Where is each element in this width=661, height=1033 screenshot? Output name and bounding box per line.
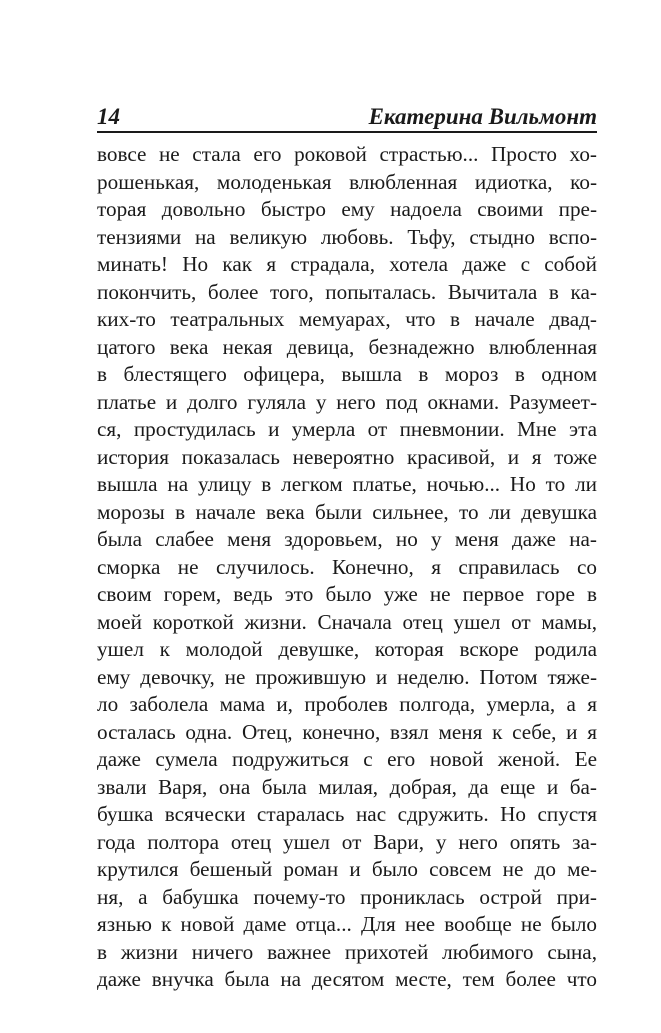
text-line: моей короткой жизни. Сначала отец ушел от мамы, — [97, 609, 597, 634]
text-line: даже сумела подружиться с его новой женой. Ее — [97, 747, 597, 771]
text-line: вышла на улицу в легком платье, ночью... Но то ли — [97, 472, 597, 496]
page-number: 14 — [97, 104, 120, 129]
header-rule — [97, 131, 597, 133]
author-name: Екатерина Вильмонт — [368, 104, 597, 129]
text-line: платье и долго гуляла у него под окнами. Разумеет- — [97, 389, 597, 414]
text-line: рошенькая, молоденькая влюбленная идиотка, ко- — [97, 169, 597, 194]
text-line: тензиями на великую любовь. Тьфу, стыдно вспо- — [97, 224, 597, 249]
text-line: покончить, более того, попыталась. Вычитала в ка- — [97, 279, 597, 304]
text-line: ся, простудилась и умерла от пневмонии. Мне эта — [97, 417, 597, 441]
text-line: ня, а бабушка почему-то прониклась острой при- — [97, 884, 597, 909]
text-line: в жизни ничего важнее прихотей любимого сына, — [97, 939, 597, 964]
text-line: крутился бешеный роман и было совсем не до ме- — [97, 857, 597, 881]
body-text — [97, 141, 597, 994]
text-line: своим горем, ведь это было уже не первое горе в — [97, 582, 597, 606]
text-line: сморка не случилось. Конечно, я справилась со — [97, 554, 597, 579]
text-line: история показалась невероятно красивой, и я тоже — [97, 444, 597, 469]
text-line: цатого века некая девица, безнадежно влюбленная — [97, 334, 597, 359]
text-line: язнью к новой даме отца... Для нее вообще не было — [97, 912, 597, 936]
text-line: ких-то театральных мемуарах, что в начале двад- — [97, 307, 597, 331]
text-line: морозы в начале века были сильнее, то ли девушка — [97, 499, 597, 524]
text-line: звали Варя, она была милая, добрая, да еще и ба- — [97, 774, 597, 799]
text-line: была слабее меня здоровьем, но у меня даже на- — [97, 527, 597, 551]
text-line: минать! Но как я страдала, хотела даже с собой — [97, 252, 597, 276]
text-line: года полтора отец ушел от Вари, у него опять за- — [97, 829, 597, 854]
text-line: осталась одна. Отец, конечно, взял меня к себе, и я — [97, 719, 597, 744]
text-line: ушел к молодой девушке, которая вскоре родила — [97, 637, 597, 661]
text-line: вовсе не стала его роковой страстью... Просто хо- — [97, 142, 597, 166]
text-line: бушка всячески старалась нас сдружить. Но спустя — [97, 802, 597, 826]
text-line: ло заболела мама и, проболев полгода, умерла, а я — [97, 692, 597, 716]
text-line: торая довольно быстро ему надоела своими пре- — [97, 197, 597, 221]
running-header — [97, 100, 597, 134]
text-line: ему девочку, не прожившую и неделю. Потом тяже- — [97, 664, 597, 689]
text-line: даже внучка была на десятом месте, тем более что — [97, 967, 597, 991]
text-line: в блестящего офицера, вышла в мороз в одном — [97, 362, 597, 386]
